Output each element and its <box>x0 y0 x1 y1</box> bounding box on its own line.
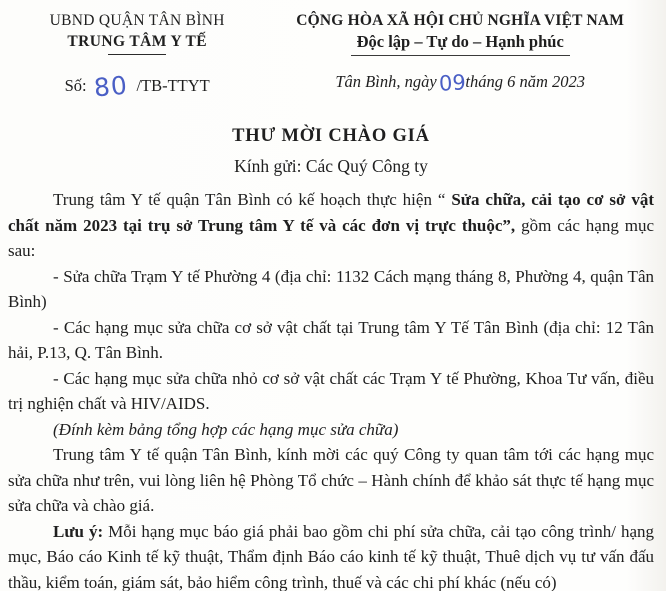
org-name-underline <box>108 54 166 55</box>
document-number-line <box>8 72 266 101</box>
text-run-intro-pre: Trung tâm Y tế quận Tân Bình có kế hoạch thực hiện “ <box>53 190 452 209</box>
org-name: TRUNG TÂM Y TẾ <box>67 33 207 50</box>
document-body <box>8 187 654 591</box>
attachment-note: (Đính kèm bảng tổng hợp các hạng mục sửa chữa) <box>53 419 399 439</box>
document-title: THƯ MỜI CHÀO GIÁ <box>232 126 430 146</box>
document-number-label: Số: <box>64 76 87 95</box>
paragraph-invitation: Trung tâm Y tế quận Tân Bình, kính mời các quý Công ty quan tâm tới các hạng mục sửa chữa như trên, vui lòng liên hệ Phòng Tổ chức – Hành chính để khảo sát thực tế hạng mục sửa chữa và chào giá. <box>8 445 654 515</box>
handwritten-day: 09 <box>438 70 467 96</box>
salutation-line: Kính gửi: Các Quý Công ty <box>234 156 428 176</box>
date-suffix: tháng 6 năm 2023 <box>465 72 586 91</box>
document-number-suffix: /TB-TTYT <box>136 76 210 95</box>
national-title: CỘNG HÒA XÃ HỘI CHỦ NGHĨA VIỆT NAM <box>296 12 625 29</box>
note-text: Mỗi hạng mục báo giá phải bao gồm chi phí sửa chữa, cải tạo công trình/ hạng mục, Báo cáo Kinh tế kỹ thuật, Thẩm định Báo cáo kinh tế kỹ thuật, Thuê dịch vụ tư vấn đấu thầu, kiểm toán, giám sát, bảo hiểm công trình, thuế và các chi phí khác (nếu có) <box>8 521 654 591</box>
date-prefix: Tân Bình, ngày <box>335 72 437 91</box>
note-label: Lưu ý: <box>53 521 104 541</box>
list-item-repair-minor: - Các hạng mục sửa chữa nhỏ cơ sở vật chất các Trạm Y tế Phường, Khoa Tư vấn, điều trị nghiện chất và HIV/AIDS. <box>8 368 654 413</box>
handwritten-document-number: 80 <box>92 70 129 103</box>
document-header <box>8 12 654 101</box>
national-header-block <box>266 12 654 101</box>
list-item-repair-station-p4: - Sửa chữa Trạm Y tế Phường 4 (địa chỉ: 1132 Cách mạng tháng 8, Phường 4, quận Tân Bình) <box>8 266 654 311</box>
text-run-project-name: Sửa chữa, cải tạo cơ sở vật chất năm 2023 tại trụ sở Trung tâm Y tế và các đơn vị trực thuộc”, <box>8 190 655 235</box>
org-parent-name: UBND QUẬN TÂN BÌNH <box>49 12 225 29</box>
national-motto-wrap <box>266 32 654 56</box>
issuing-org-block <box>8 12 266 101</box>
paragraph-note <box>8 519 654 591</box>
place-date-line <box>266 71 654 95</box>
national-motto: Độc lập – Tự do – Hạnh phúc <box>351 32 570 56</box>
text-run-intro-post: gồm các hạng mục sau: <box>8 215 654 260</box>
paragraph-intro <box>8 187 654 264</box>
list-item-repair-center: - Các hạng mục sửa chữa cơ sở vật chất tại Trung tâm Y Tế Tân Bình (địa chỉ: 12 Tân hải, P.13, Q. Tân Bình. <box>8 317 654 362</box>
